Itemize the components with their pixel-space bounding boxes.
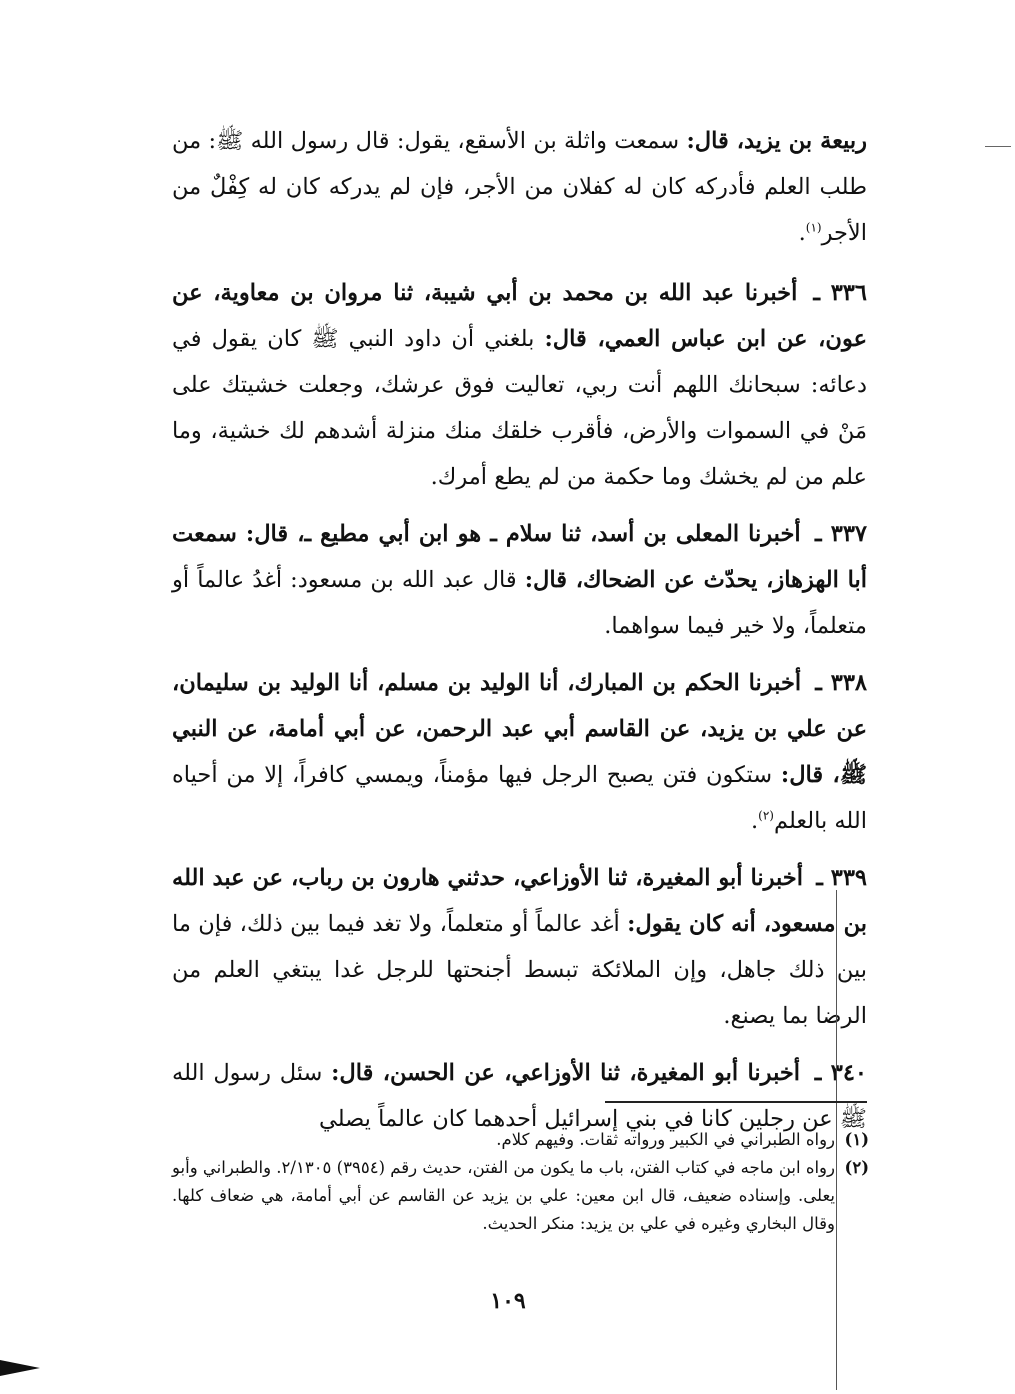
- hadith-text: قال عبد الله بن مسعود: أغدُ عالماً أو متعلماً، ولا خير فيما سواهما.: [172, 567, 867, 639]
- page-number: ١٠٩: [490, 1288, 526, 1314]
- footnote-marker: (١): [844, 1130, 869, 1149]
- hadith-number: ٣٣٨ ـ: [815, 670, 867, 696]
- margin-tick-mark: [985, 146, 1011, 147]
- isnad: أخبرنا الحكم بن المبارك، أنا الوليد بن مسلم، أنا الوليد بن سليمان، عن علي بن يزيد، عن القاسم أبي عبد الرحمن، عن أبي أمامة، عن النبي ﷺ، قال:: [172, 670, 868, 788]
- hadith-number: ٣٤٠ ـ: [814, 1060, 867, 1086]
- scan-edge-mark: [0, 1360, 40, 1376]
- hadith-number: ٣٣٩ ـ: [816, 865, 867, 891]
- paragraph-tail: .: [750, 808, 759, 834]
- hadith-text: ستكون فتن يصبح الرجل فيها مؤمناً، ويمسي كافراً، إلا من أحياه الله بالعلم: [172, 762, 867, 834]
- paragraph-339: [172, 855, 867, 1039]
- hadith-text: سئل رسول الله ﷺ عن رجلين كانا في بني إسرائيل أحدهما كان عالماً يصلي: [172, 1060, 867, 1132]
- main-text: [172, 118, 867, 1153]
- isnad: أخبرنا المعلى بن أسد، ثنا سلام ـ هو ابن أبي مطيع ـ، قال: سمعت أبا الهزهاز، يحدّث عن الضحاك، قال:: [172, 521, 867, 593]
- footnote-text: رواه ابن ماجه في كتاب الفتن، باب ما يكون من الفتن، حديث رقم (٣٩٥٤) ٢/١٣٠٥. والطبراني وأبو يعلى. وإسناده ضعيف، قال ابن معين: علي بن يزيد عن القاسم عن أبي أمامة، هي ضعاف كلها. وقال البخاري وغيره في علي بن يزيد: منكر الحديث.: [172, 1158, 835, 1233]
- footnote-1: [172, 1126, 869, 1154]
- isnad: ربيعة بن يزيد، قال:: [686, 128, 867, 154]
- paragraph-337: [172, 511, 867, 649]
- hadith-number: ٣٣٧ ـ: [815, 521, 867, 547]
- footnote-marker: (٢): [844, 1158, 869, 1177]
- isnad: أخبرنا عبد الله بن محمد بن أبي شيبة، ثنا مروان بن معاوية، عن عون، عن ابن عباس العمي، قال:: [172, 280, 868, 352]
- hadith-text: بلغني أن داود النبي ﷺ كان يقول في دعائه: سبحانك اللهم أنت ربي، تعاليت فوق عرشك، وجعلت خشيتك على مَنْ في السموات والأرض، فأقرب خلقك منك منزلة أشدهم لك خشية، وما علم من لم يخشك وما حكمة من لم يطع أمرك.: [172, 326, 867, 490]
- footnote-text: رواه الطبراني في الكبير ورواته ثقات. وفيهم كلام.: [496, 1130, 835, 1149]
- footnote-2: [172, 1154, 869, 1238]
- footnote-ref[interactable]: (٢): [758, 808, 774, 823]
- footnotes: [172, 1126, 869, 1238]
- paragraph-tail: .: [798, 220, 806, 246]
- footnote-separator: [605, 1101, 867, 1103]
- footnote-ref[interactable]: (١): [805, 220, 822, 235]
- hadith-number: ٣٣٦ ـ: [813, 280, 867, 306]
- paragraph-336: [172, 270, 867, 500]
- paragraph-continuation: [172, 118, 867, 256]
- paragraph-338: [172, 660, 867, 844]
- hadith-text: سمعت واثلة بن الأسقع، يقول: قال رسول الله ﷺ: من طلب العلم فأدركه كان له كفلان من الأجر، فإن لم يدركه كان له كِفْلٌ من الأجر: [172, 128, 867, 246]
- isnad: أخبرنا أبو المغيرة، ثنا الأوزاعي، عن الحسن، قال:: [331, 1060, 801, 1086]
- hadith-text: أغد عالماً أو متعلماً، ولا تغد فيما بين ذلك، فإن ما بين ذلك جاهل، وإن الملائكة تبسط أجنحتها للرجل غدا يبتغي العلم من الرضا بما يصنع.: [172, 911, 867, 1029]
- isnad: أخبرنا أبو المغيرة، ثنا الأوزاعي، حدثني هارون بن رباب، عن عبد الله بن مسعود، أنه كان يقول:: [172, 865, 867, 937]
